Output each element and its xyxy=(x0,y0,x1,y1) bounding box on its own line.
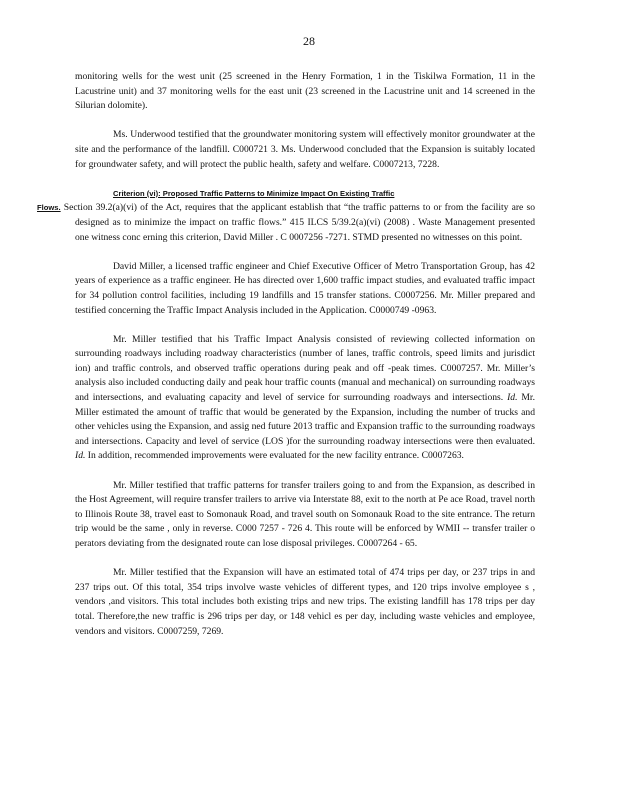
paragraph-monitoring-wells: monitoring wells for the west unit (25 screened in the Henry Formation, 1 in the Tiskilwa Formation, 11 in the Lacustrine unit) and 37 monitoring wells for the east unit (23 screened in the Lacustrine unit and 14 screened in the Silurian dolomite). xyxy=(75,71,535,112)
paragraph-transfer-trailer-route: Mr. Miller testified that traffic patterns for transfer trailers going to and from the Expansion, as described in the Host Agreement, will require transfer trailers to arrive via Interstate 88, exit to the north at Pe ace Road, travel north to Illinois Route 38, travel east to Somonauk Road, and travel south on Somonauk Road to the site entrance. The return trip would be the same , only in reverse. C000 7257 - 726 4. This route will be enforced by WMII -- transfer trailer o perators deviating from the designated route can lose disposal privileges. C0007264 - 65. xyxy=(75,479,535,549)
criterion-heading: Criterion (vi): Proposed Traffic Patterns to Minimize Impact On Existing Traffic xyxy=(113,188,395,198)
analysis-text-b: Mr. Miller estimated the amount of traffic that would be generated by the Expansion, including the number of trucks and other vehicles using the Expansion, and assig ned future 2013 traffic and Expansion traffic to the surrounding roadways and intersections. Capacity and level of service (LOS )for the surrounding roadway intersections were then evaluated. xyxy=(75,392,535,447)
paragraph-miller-credentials: David Miller, a licensed traffic engineer and Chief Executive Officer of Metro Transportation Group, has 42 years of experience as a traffic engineer. He has directed over 1,600 traffic impact studies, and evaluated traffic impact for 34 pollution control facilities, including 19 landfills and 15 transfer stations. C0007256. Mr. Miller prepared and testified concerning the Traffic Impact Analysis included in the Application. C0000749 -0963. xyxy=(75,260,535,316)
body-text xyxy=(37,70,535,654)
analysis-text-a: Mr. Miller testified that his Traffic Impact Analysis consisted of reviewing collected information on surrounding roadways including roadway characteristics (number of lanes, traffic controls, speed limits and jurisdict ion) and traffic controls, and observed traffic operations during peak and off -peak times. C0007257. Mr. Miller’s analysis also included conducting daily and peak hour traffic counts (manual and mechanical) on surrounding roadways and intersections, and evaluating capacity and level of service for surrounding roadways and intersections. xyxy=(75,333,535,404)
page-number: 28 xyxy=(303,34,315,48)
paragraph-traffic-impact-analysis xyxy=(75,333,535,464)
paragraph-underwood-testimony: Ms. Underwood testified that the groundwater monitoring system will effectively monitor groundwater at the site and the performance of the landfill. C000721 3. Ms. Underwood concluded that the Expansion is suitably located for groundwater safety, and will protect the public health, safety and welfare. C0007213, 7228. xyxy=(75,129,535,170)
analysis-text-c: In addition, recommended improvements were evaluated for the new facility entrance. C0007263. xyxy=(85,450,464,462)
citation-id-2: Id. xyxy=(75,450,86,462)
paragraph-criterion-vi xyxy=(37,187,535,245)
citation-id-1: Id. xyxy=(507,392,518,404)
paragraph-trip-estimates: Mr. Miller testified that the Expansion will have an estimated total of 474 trips per day, or 237 trips in and 237 trips out. Of this total, 354 trips involve waste vehicles of different types, and 120 trips involve employee s , vendors ,and visitors. This total includes both existing trips and new trips. The existing landfill has 178 trips per day total. Therefore,the new traffic is 296 trips per day, or 148 vehicl es per day, including waste vehicles and employee, vendors and visitors. C0007259, 7269. xyxy=(75,567,535,637)
criterion-text: Section 39.2(a)(vi) of the Act, requires that the applicant establish that “the traffic patterns to or from the facility are so designed as to minimize the impact on traffic flows.” 415 ILCS 5/39.2(a)(vi) (2008) . Waste Management presented one witness conc erning this criterion, David Miller . C 0007256 -7271. STMD presented no witnesses on this point. xyxy=(60,202,535,243)
criterion-heading-flows: Flows. xyxy=(37,203,61,213)
